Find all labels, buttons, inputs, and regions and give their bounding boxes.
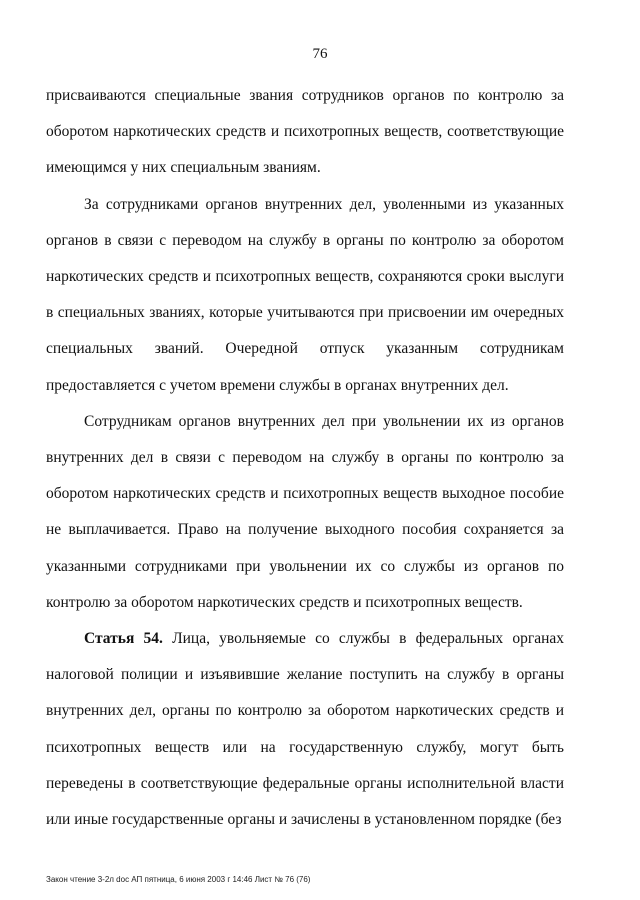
article-text: Лица, увольняемые со службы в федеральных органах налоговой полиции и изъявившие желание поступить на службу в органы внутренних дел, органы по контролю за оборотом наркотических средств и психотропных веществ или на государственную службу, могут быть переведены в соответствующие федеральные органы исполнительной власти или иные государственные органы и зачислены в установленном порядке (без [46, 630, 564, 829]
paragraph-severance: Сотрудникам органов внутренних дел при увольнении их из органов внутренних дел в связи с переводом на службу в органы по контролю за оборотом наркотических средств и психотропных веществ выходное пособие не выплачивается. Право на получение выходного пособия сохраняется за указанными сотрудниками при увольнении их со службы из органов по контролю за оборотом наркотических средств и психотропных веществ. [46, 412, 564, 611]
article-54 [46, 621, 564, 838]
paragraph-service-terms: За сотрудниками органов внутренних дел, уволенными из указанных органов в связи с переводом на службу в органы по контролю за оборотом наркотических средств и психотропных веществ, сохраняются сроки выслуги в специальных званиях, которые учитываются при присвоении им очередных специальных званий. Очередной отпуск указанным сотрудникам предоставляется с учетом времени службы в органах внутренних дел. [46, 195, 564, 394]
document-body [46, 78, 564, 838]
page-footer: Закон чтение 3-2л doc АП пятница, 6 июня 2003 г 14:46 Лист № 76 (76) [46, 875, 311, 884]
page-number: 76 [312, 46, 328, 62]
article-heading: Статья 54. [84, 630, 163, 648]
paragraph-continuation: присваиваются специальные звания сотрудников органов по контролю за оборотом наркотических средств и психотропных веществ, соответствующие имеющимся у них специальным званиям. [46, 87, 564, 177]
